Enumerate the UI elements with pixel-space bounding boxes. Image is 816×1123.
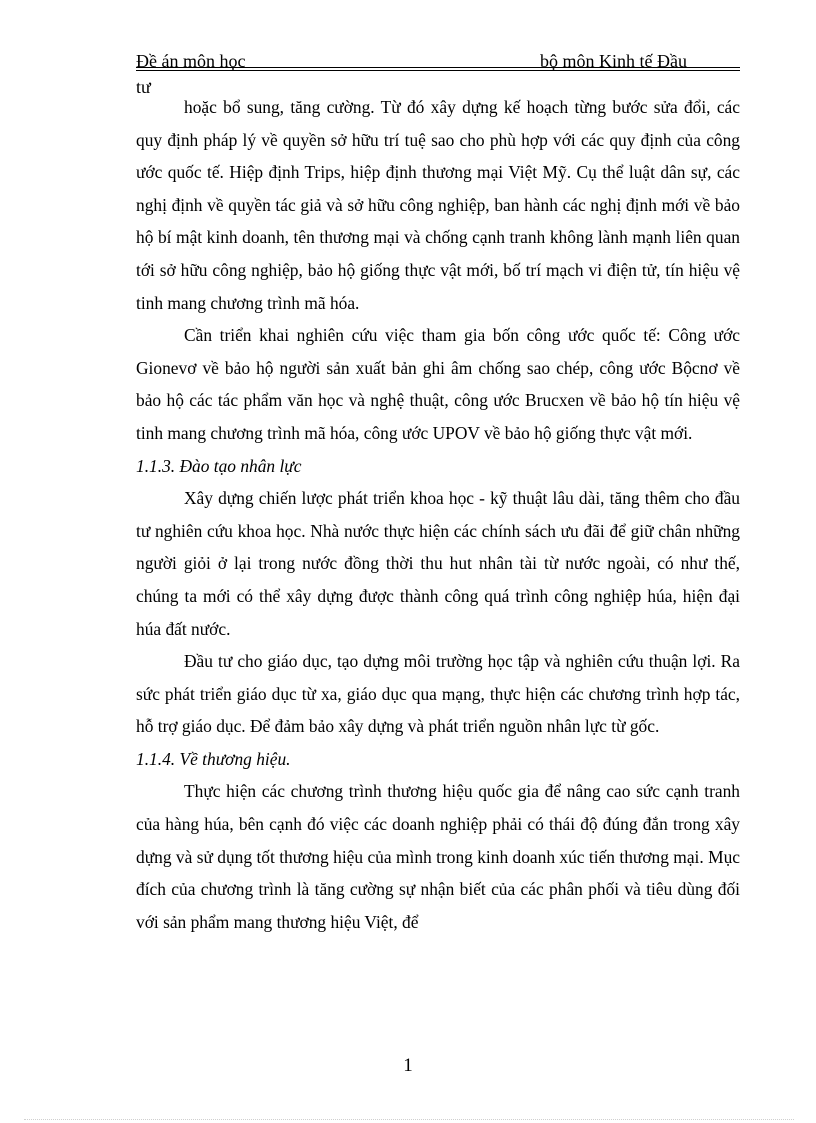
page-header xyxy=(136,50,740,72)
header-department: bộ môn Kinh tế Đầu xyxy=(540,51,687,71)
header-course-title: Đề án môn học xyxy=(136,51,246,71)
header-rule-bottom xyxy=(136,70,740,71)
page-number: 1 xyxy=(403,1055,413,1076)
header-rule-top xyxy=(136,67,740,68)
header-wrap-text: tư xyxy=(136,77,151,97)
paragraph-conventions: Cần triển khai nghiên cứu việc tham gia bốn công ước quốc tế: Công ước Gionevơ về bảo hộ người sản xuất bản ghi âm chống sao chép, công ước Bộcnơ về bảo hộ các tác phẩm văn học và nghệ thuật, công ước Brucxen về bảo hộ tín hiệu vệ tinh mang chương trình mã hóa, công ước UPOV về bảo hộ giống thực vật mới. xyxy=(136,325,740,443)
paragraph-strategy: Xây dựng chiến lược phát triển khoa học - kỹ thuật lâu dài, tăng thêm cho đầu tư nghiên cứu khoa học. Nhà nước thực hiện các chính sách ưu đãi để giữ chân những người giỏi ở lại trong nước đồng thời thu hut nhân tài từ nước ngoài, có như thế, chúng ta mới có thể xây dựng được thành công quá trình công nghiệp húa, hiện đại húa đất nước. xyxy=(136,488,740,639)
paragraph-education: Đầu tư cho giáo dục, tạo dựng môi trường học tập và nghiên cứu thuận lợi. Ra sức phát triển giáo dục từ xa, giáo dục qua mạng, thực hiện các chương trình hợp tác, hỗ trợ giáo dục. Để đảm bảo xây dựng và phát triển nguồn nhân lực từ gốc. xyxy=(136,651,740,737)
section-heading-brand: 1.1.4. Về thương hiệu. xyxy=(136,748,291,769)
paragraph-legal-framework: hoặc bổ sung, tăng cường. Từ đó xây dựng kế hoạch từng bước sửa đổi, các quy định pháp lý về quyền sở hữu trí tuệ sao cho phù hợp với các quy định của công ước quốc tế. Hiệp định Trips, hiệp định thương mại Việt Mỹ. Cụ thể luật dân sự, các nghị định về quyền tác giả và sở hữu công nghiệp, ban hành các nghị định mới về bảo hộ bí mật kinh doanh, tên thương mại và chống cạnh tranh không lành mạnh liên quan tới sở hữu công nghiệp, bảo hộ giống thực vật mới, bố trí mạch vi điện tử, tín hiệu vệ tinh mang chương trình mã hóa. xyxy=(136,97,740,313)
paragraph-brand-program: Thực hiện các chương trình thương hiệu quốc gia để nâng cao sức cạnh tranh của hàng húa, bên cạnh đó việc các doanh nghiệp phải có thái độ đúng đắn trong xây dựng và sử dụng tốt thương hiệu của mình trong kinh doanh xúc tiến thương mại. Mục đích của chương trình là tăng cường sự nhận biết của các phân phối và tiêu dùng đối với sản phẩm mang thương hiệu Việt, để xyxy=(136,781,740,932)
document-body xyxy=(136,91,740,938)
page-bottom-divider xyxy=(24,1119,794,1120)
section-heading-training: 1.1.3. Đào tạo nhân lực xyxy=(136,455,302,476)
